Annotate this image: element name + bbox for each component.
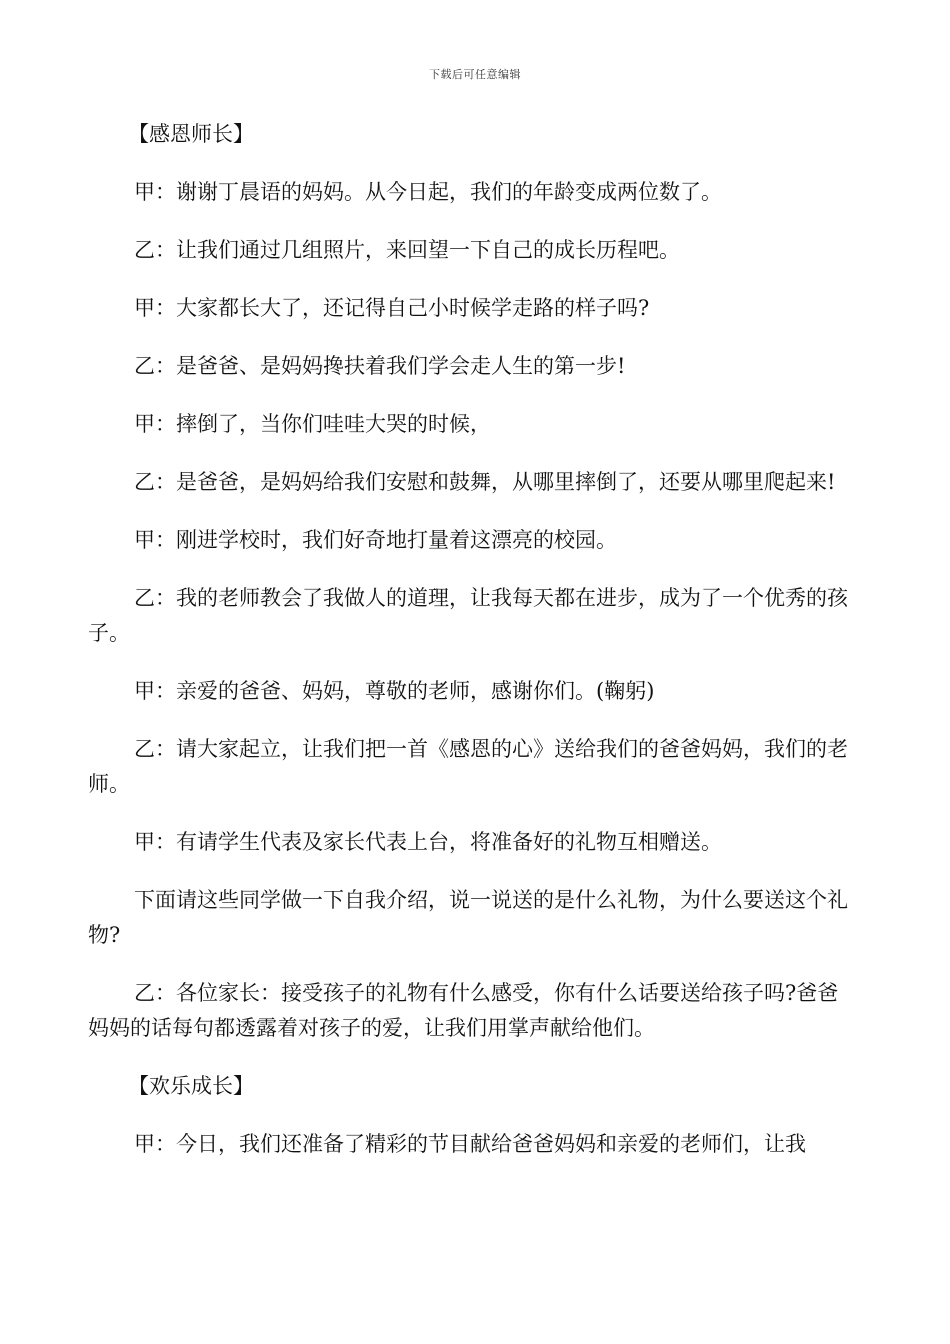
paragraph: 乙：各位家长：接受孩子的礼物有什么感受，你有什么话要送给孩子吗?爸爸妈妈的话每句都透露着对孩子的爱，让我们用掌声献给他们。 bbox=[88, 981, 839, 1040]
paragraph: 甲：今日，我们还准备了精彩的节目献给爸爸妈妈和亲爱的老师们，让我 bbox=[134, 1132, 806, 1156]
paragraph: 甲：大家都长大了，还记得自己小时候学走路的样子吗? bbox=[134, 296, 650, 320]
paragraph: 乙：我的老师教会了我做人的道理，让我每天都在进步，成为了一个优秀的孩子。 bbox=[88, 586, 848, 645]
paragraph: 乙：是爸爸、是妈妈搀扶着我们学会走人生的第一步! bbox=[134, 354, 626, 378]
paragraph: 甲：摔倒了，当你们哇哇大哭的时候， bbox=[134, 412, 491, 436]
paragraph: 下面请这些同学做一下自我介绍，说一说送的是什么礼物，为什么要送这个礼物? bbox=[88, 888, 848, 947]
paragraph: 甲：有请学生代表及家长代表上台，将准备好的礼物互相赠送。 bbox=[134, 830, 722, 854]
paragraph: 甲：谢谢丁晨语的妈妈。从今日起，我们的年龄变成两位数了。 bbox=[134, 180, 722, 204]
paragraph: 甲：刚进学校时，我们好奇地打量着这漂亮的校园。 bbox=[134, 528, 617, 552]
page-header: 下载后可任意编辑 bbox=[429, 68, 521, 81]
paragraph: 乙：请大家起立，让我们把一首《感恩的心》送给我们的爸爸妈妈，我们的老师。 bbox=[88, 737, 848, 796]
section-heading: 【欢乐成长】 bbox=[128, 1074, 254, 1098]
section-heading: 【感恩师长】 bbox=[128, 122, 254, 146]
paragraph: 甲：亲爱的爸爸、妈妈，尊敬的老师，感谢你们。(鞠躬) bbox=[134, 679, 655, 703]
paragraph: 乙：是爸爸，是妈妈给我们安慰和鼓舞，从哪里摔倒了，还要从哪里爬起来! bbox=[134, 470, 836, 494]
paragraph: 乙：让我们通过几组照片，来回望一下自己的成长历程吧。 bbox=[134, 238, 680, 262]
document-body bbox=[88, 117, 852, 1185]
